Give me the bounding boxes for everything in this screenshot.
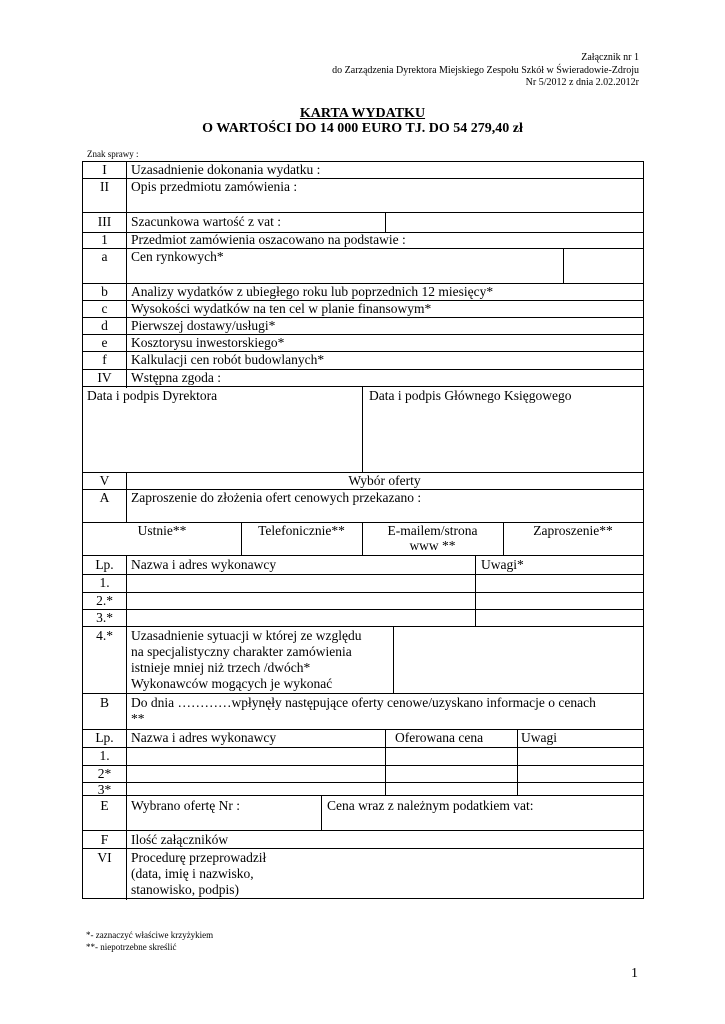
row-divider — [83, 626, 643, 627]
justification-line: istnieje mniej niż trzech /dwóch* — [131, 660, 311, 675]
justification-line: na specjalistyczny charakter zamówienia — [131, 644, 352, 659]
page-number: 1 — [631, 966, 638, 981]
price-column-divider — [385, 729, 386, 796]
market-prices-option: Cen rynkowych* — [131, 249, 224, 264]
financial-plan-option: Wysokości wydatków na ten cel w planie finansowym* — [131, 301, 432, 316]
website-option: www ** — [409, 538, 456, 553]
offer-selection-heading: Wybór oferty — [348, 473, 421, 488]
row-divider — [83, 765, 643, 766]
attachment-header — [332, 52, 639, 90]
first-delivery-option: Pierwszej dostawy/usługi* — [131, 318, 276, 333]
row-divider — [83, 592, 643, 593]
row-number: 1. — [99, 748, 110, 763]
lp-header: Lp. — [95, 557, 114, 572]
footnote-strike: **- niepotrzebne skreślić — [86, 942, 177, 952]
row-number: V — [99, 473, 110, 488]
row-number: F — [100, 832, 109, 847]
method-cell-divider — [563, 248, 564, 284]
row-number: b — [101, 284, 108, 299]
number-column-divider — [126, 162, 127, 388]
row-number: III — [97, 214, 112, 229]
remarks-header: Uwagi* — [481, 557, 524, 572]
row-number: 3* — [97, 782, 112, 797]
remarks-header: Uwagi — [521, 730, 557, 745]
row-number: 1. — [99, 575, 110, 590]
row-number: 4.* — [96, 628, 113, 643]
row-number: d — [101, 318, 108, 333]
row-number: II — [100, 179, 109, 194]
justification-line: Wykonawców mogących je wykonać — [131, 676, 333, 691]
row-number: a — [101, 249, 108, 264]
offered-price-header: Oferowana cena — [395, 730, 484, 745]
remarks-divider — [475, 555, 476, 626]
row-number: c — [101, 301, 108, 316]
value-cell-divider — [385, 212, 386, 233]
row-divider — [83, 212, 643, 213]
justification-line: Uzasadnienie sytuacji w której ze względu — [131, 628, 362, 643]
row-divider — [83, 830, 643, 831]
row-number: B — [99, 695, 109, 710]
row-divider — [83, 574, 643, 575]
offers-received-note: ** — [131, 711, 145, 726]
row-divider — [83, 609, 643, 610]
case-number-label: Znak sprawy : — [87, 149, 139, 159]
justification-divider — [393, 626, 394, 694]
invitation-option: Zaproszenie** — [533, 523, 613, 538]
director-signature-label: Data i podpis Dyrektora — [87, 388, 218, 403]
row-number: 1 — [101, 232, 108, 247]
expense-justification-label: Uzasadnienie dokonania wydatku : — [131, 162, 321, 177]
row-number: IV — [97, 370, 112, 385]
oral-option: Ustnie** — [137, 523, 187, 538]
selected-offer-label: Wybrano ofertę Nr : — [131, 798, 241, 813]
email-option: E-mailem/strona — [387, 523, 478, 538]
regulation-reference: do Zarządzenia Dyrektora Miejskiego Zespołu Szkół w Świeradowie-Zdroju — [332, 64, 639, 76]
row-divider — [83, 795, 643, 796]
phone-option: Telefonicznie** — [258, 523, 345, 538]
row-divider — [83, 386, 643, 387]
remarks-column-divider — [517, 729, 518, 796]
row-divider — [83, 693, 643, 694]
document-title: KARTA WYDATKU — [299, 106, 426, 121]
regulation-number-date: Nr 5/2012 z dnia 2.02.2012r — [525, 77, 639, 88]
attachment-number: Załącznik nr 1 — [581, 52, 639, 63]
row-number: f — [102, 352, 107, 367]
row-number: e — [101, 335, 108, 350]
procedure-position-label: stanowisko, podpis) — [131, 882, 239, 897]
construction-costing-option: Kalkulacji cen robót budowlanych* — [131, 352, 325, 367]
number-column-divider — [126, 555, 127, 900]
accountant-signature-label: Data i podpis Głównego Księgowego — [369, 388, 572, 403]
contractor-header: Nazwa i adres wykonawcy — [131, 557, 277, 572]
expense-form-table — [82, 161, 644, 899]
row-number: 3.* — [96, 610, 113, 625]
procedure-details-label: (data, imię i nazwisko, — [131, 866, 254, 881]
expense-analysis-option: Analizy wydatków z ubiegłego roku lub poprzednich 12 miesięcy* — [131, 284, 494, 299]
row-divider — [83, 555, 643, 556]
order-description-label: Opis przedmiotu zamówienia : — [131, 179, 298, 194]
signature-divider — [362, 386, 363, 473]
row-divider — [83, 848, 643, 849]
invitation-label: Zaproszenie do złożenia ofert cenowych przekazano : — [131, 490, 422, 505]
row-divider — [83, 747, 643, 748]
preliminary-approval-label: Wstępna zgoda : — [131, 370, 221, 385]
row-number: VI — [97, 850, 112, 865]
row-number: 2.* — [96, 593, 113, 608]
attachments-count-label: Ilość załączników — [131, 832, 229, 847]
contractor-header: Nazwa i adres wykonawcy — [131, 730, 277, 745]
offers-received-label: Do dnia …………wpłynęły następujące oferty cenowe/uzyskano informacje o cenach — [131, 695, 596, 710]
row-number: E — [100, 798, 109, 813]
footnote-cross: *- zaznaczyć właściwe krzyżykiem — [86, 930, 214, 940]
row-number: I — [102, 162, 107, 177]
price-with-vat-label: Cena wraz z należnym podatkiem vat: — [327, 798, 534, 813]
procedure-conducted-label: Procedurę przeprowadził — [131, 850, 267, 865]
row-number: 2* — [97, 766, 112, 781]
lp-header: Lp. — [95, 730, 114, 745]
estimation-basis-label: Przedmiot zamówienia oszacowano na podstawie : — [131, 232, 406, 247]
investor-estimate-option: Kosztorysu inwestorskiego* — [131, 335, 285, 350]
row-number: A — [99, 490, 110, 505]
row-divider — [83, 782, 643, 783]
selected-offer-divider — [321, 795, 322, 831]
estimated-value-label: Szacunkowa wartość z vat : — [131, 214, 281, 229]
document-subtitle: O WARTOŚCI DO 14 000 EURO TJ. DO 54 279,40 zł — [202, 121, 523, 136]
